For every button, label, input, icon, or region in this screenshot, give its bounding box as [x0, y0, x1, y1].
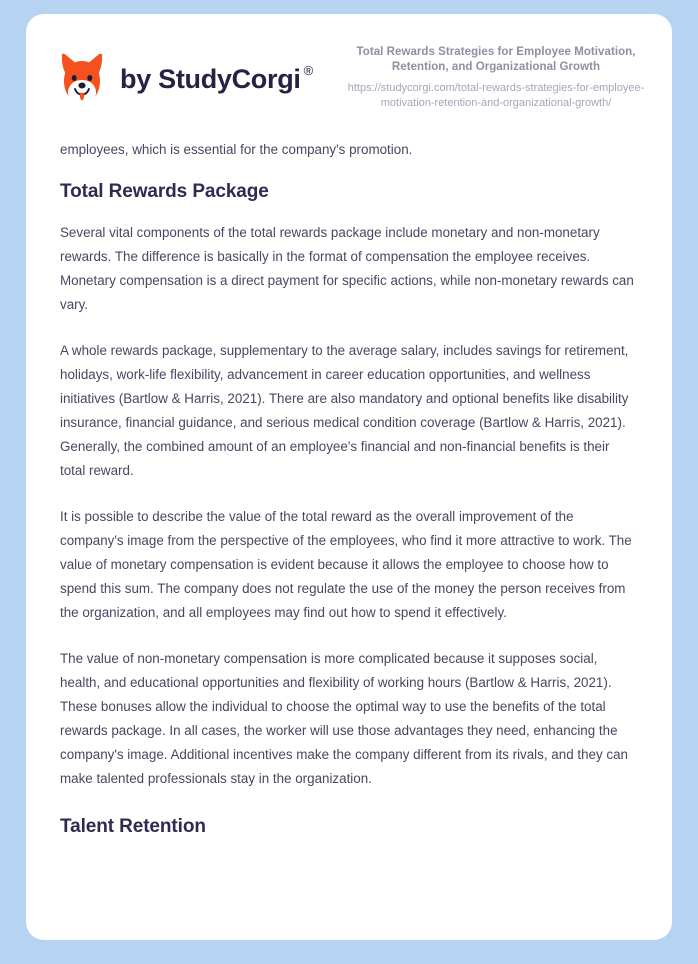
heading-total-rewards-package: Total Rewards Package: [60, 181, 269, 202]
header-meta: [340, 41, 658, 111]
document-page-card: [26, 14, 672, 940]
corgi-face-icon: [58, 53, 106, 105]
heading-talent-retention: Talent Retention: [60, 815, 206, 837]
document-header: [26, 14, 672, 138]
paragraph-continued: employees, which is essential for the company's promotion.: [60, 142, 413, 157]
brand-wordmark: [120, 62, 313, 94]
registered-trademark-icon: ®: [303, 62, 313, 78]
brand-wordmark-text: by StudyCorgi: [120, 63, 301, 94]
document-title: Total Rewards Strategies for Employee Motivation, Retention, and Organizational Growth: [356, 45, 636, 74]
paragraph-1: Several vital components of the total rewards package include monetary and non-monetary rewards. The difference is basically in the format of compensation the employee receives. Monetary compensation is a direct payment for specific actions, while non-monetary rewards can vary.: [60, 224, 634, 312]
paragraph-4: The value of non-monetary compensation is more complicated because it supposes social, health, and educational opportunities and flexibility of working hours (Bartlow & Harris, 2021). These bonuses allow the individual to choose the optimal way to use the benefits of the total rewards package. In all cases, the worker will use those advantages they need, enhancing the company's image. Additional incentives make the company different from its rivals, and they can make talented professionals stay in the organization.: [60, 650, 628, 786]
document-body: [26, 138, 672, 839]
paragraph-2: A whole rewards package, supplementary to the average salary, includes savings for retirement, holidays, work-life flexibility, advancement in career education opportunities, and wellness initiatives (Bartlow & Harris, 2021). There are also mandatory and optional benefits like disability insurance, financial guidance, and serious medical condition coverage (Bartlow & Harris, 2021). Generally, the combined amount of an employee's financial and non-financial benefits is their total reward.: [60, 342, 629, 478]
document-source-url[interactable]: https://studycorgi.com/total-rewards-strategies-for-employee-motivation-retention-and-organizational-growth/: [347, 82, 645, 110]
brand-logo-block[interactable]: [58, 47, 313, 105]
paragraph-3: It is possible to describe the value of the total reward as the overall improvement of the company's image from the perspective of the employees, who find it more attractive to work. The value of monetary compensation is evident because it allows the employee to choose how to spend this sum. The company does not regulate the use of the money the person receives from the organization, and all employees may find out how to spend it effectively.: [60, 508, 632, 620]
